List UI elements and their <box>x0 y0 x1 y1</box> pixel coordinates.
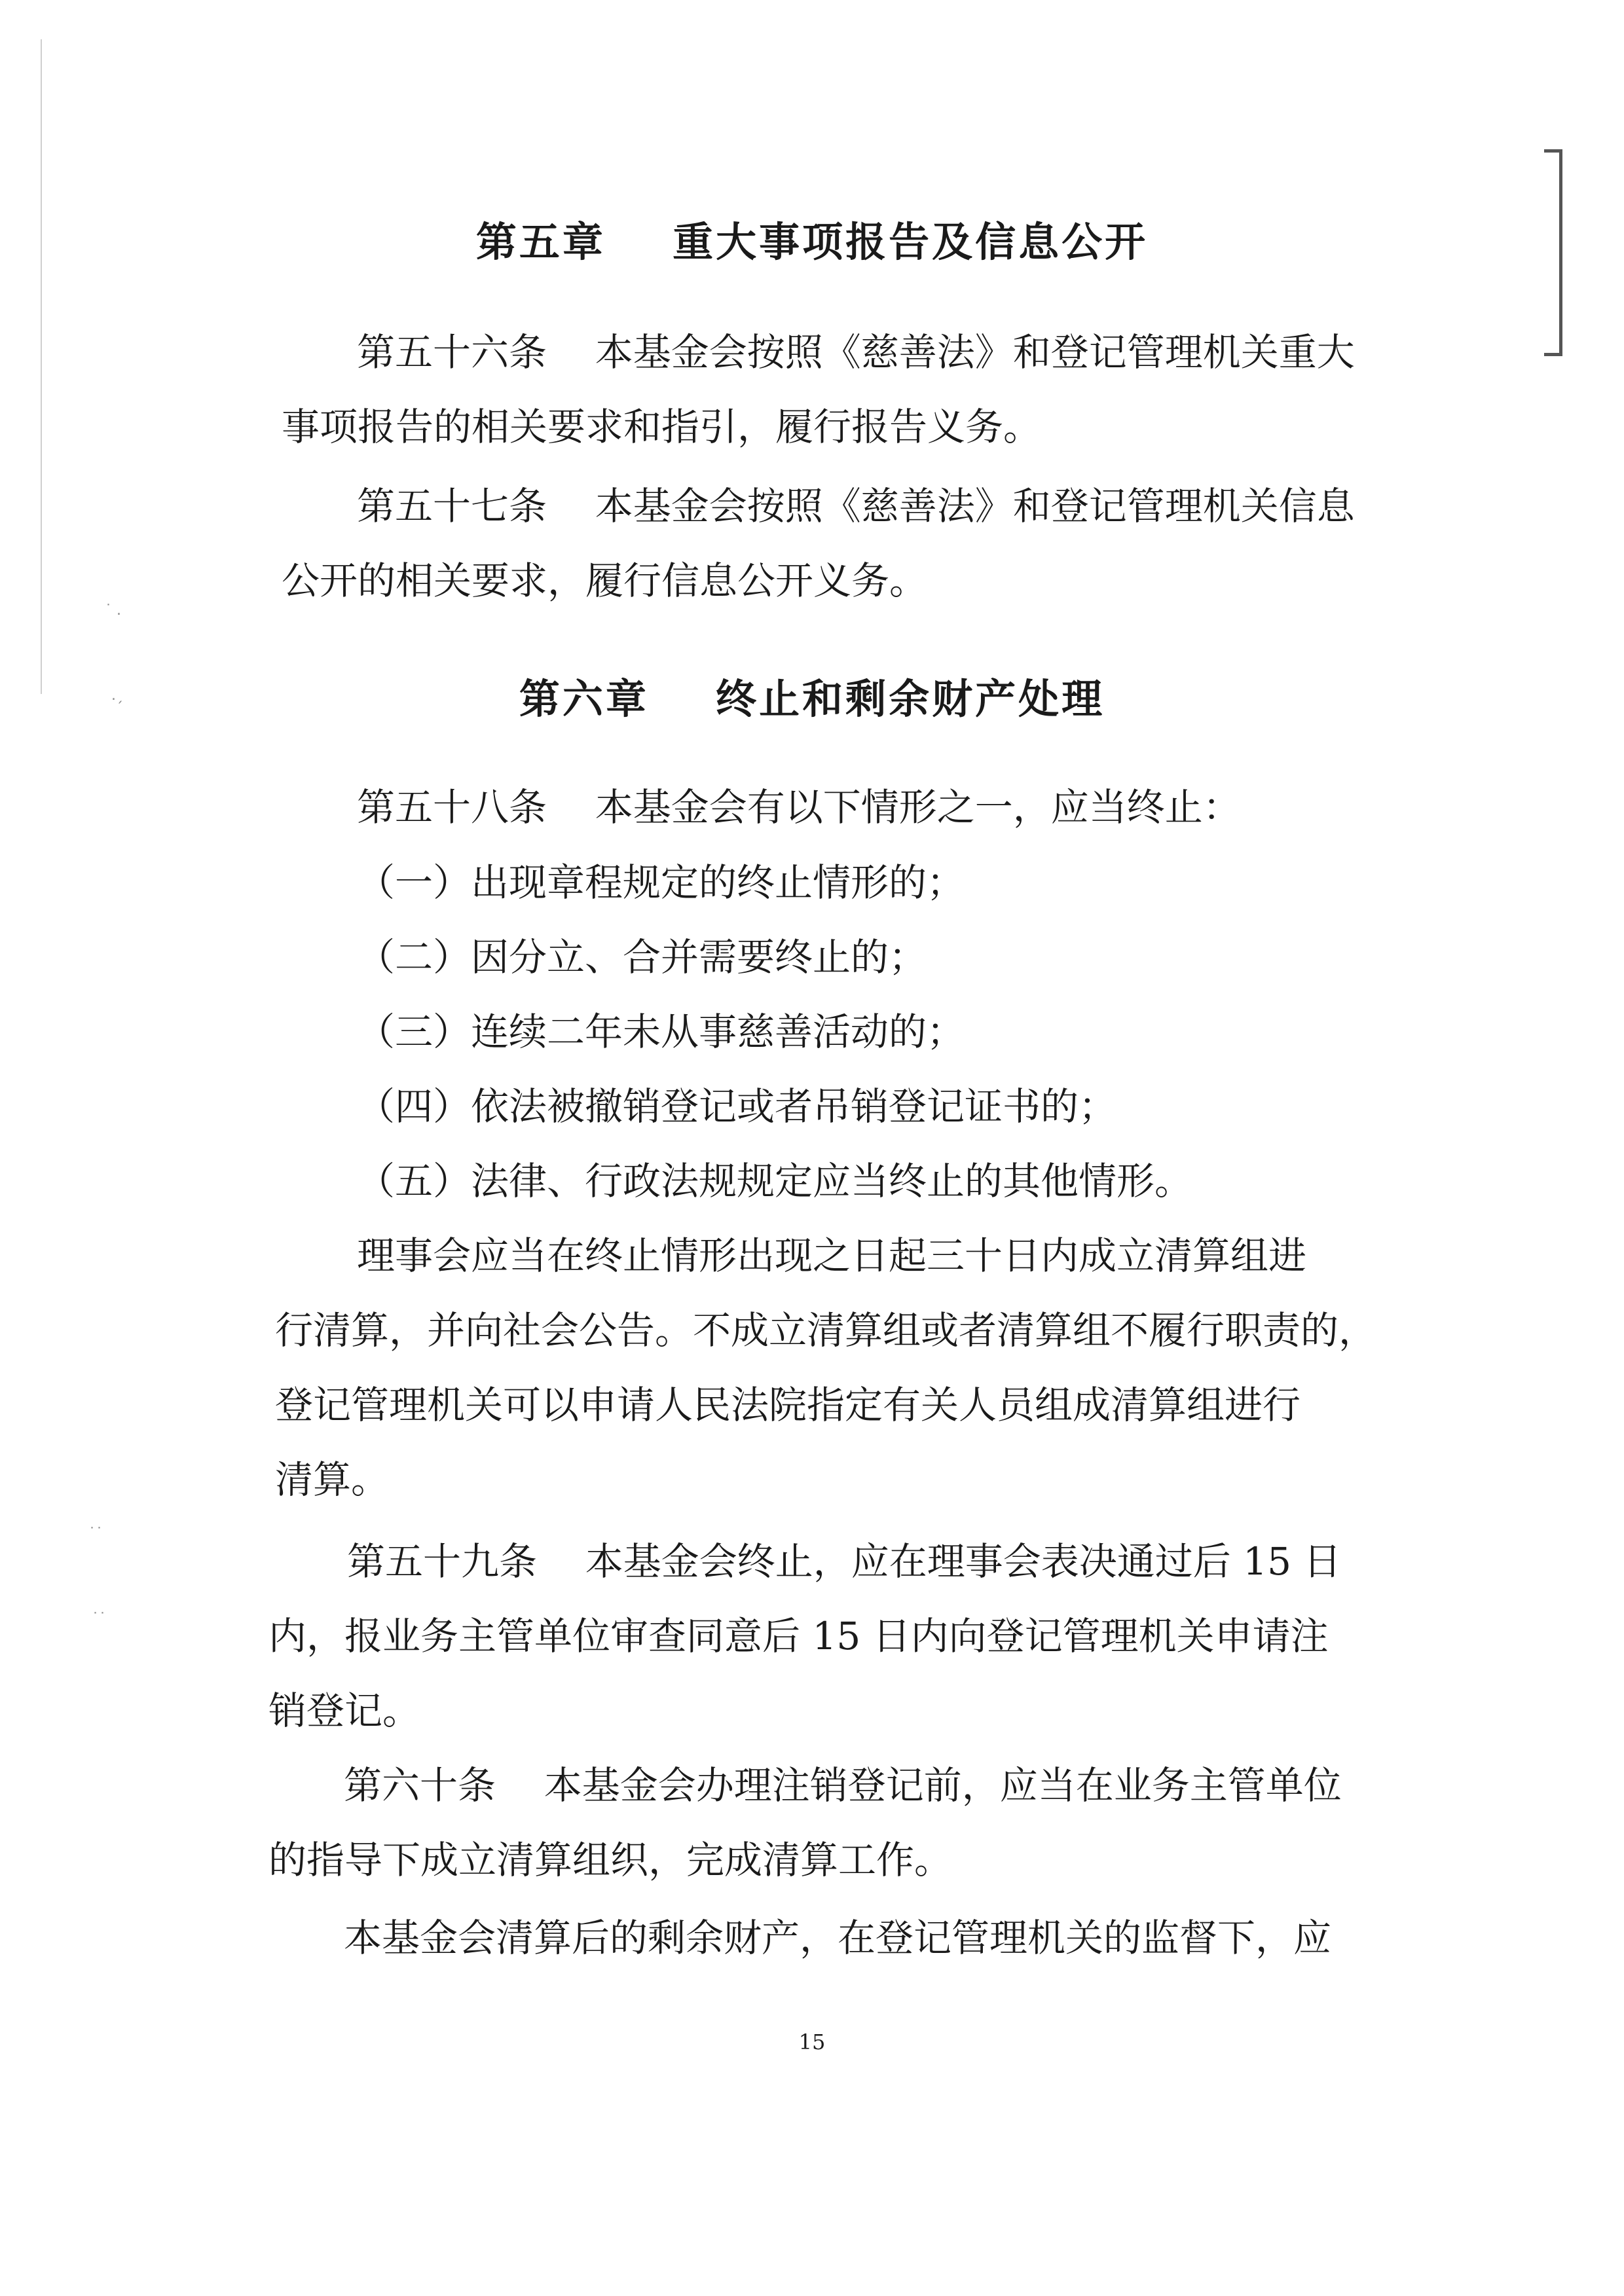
article-58-item: （三）连续二年未从事慈善活动的； <box>357 1010 965 1054</box>
scan-margin-line <box>41 39 42 694</box>
article-60-line-1: 第六十条 本基金会办理注销登记前，应当在业务主管单位 <box>344 1763 1342 1808</box>
article-58-item: （一）出现章程规定的终止情形的； <box>357 860 965 905</box>
article-58-item: （四）依法被撤销登记或者吊销登记证书的； <box>357 1084 1117 1129</box>
liquidation-line-1: 理事会应当在终止情形出现之日起三十日内成立清算组进 <box>357 1233 1307 1278</box>
chapter-six-heading: 第六章 终止和剩余财产处理 <box>519 675 1105 723</box>
scan-speck: .ˏ <box>111 687 123 704</box>
liquidation-line-4: 清算。 <box>275 1457 390 1502</box>
article-59-line-3: 销登记。 <box>268 1688 421 1733</box>
article-60-line-3: 本基金会清算后的剩余财产，在登记管理机关的监督下，应 <box>344 1916 1332 1960</box>
article-58-item: （二）因分立、合并需要终止的； <box>357 935 927 979</box>
article-59-line-2: 内，报业务主管单位审查同意后 15 日内向登记管理机关申请注 <box>268 1614 1329 1658</box>
liquidation-line-3: 登记管理机关可以申请人民法院指定有关人员组成清算组进行 <box>275 1383 1301 1427</box>
article-59-line-1: 第五十九条 本基金会终止，应在理事会表决通过后 15 日 <box>347 1539 1342 1584</box>
scan-speck: ˙ . <box>105 602 121 619</box>
page-number: 15 <box>798 2030 826 2054</box>
scan-speck: ˙˙ <box>92 1611 106 1627</box>
article-60-line-2: 的指导下成立清算组织，完成清算工作。 <box>268 1838 953 1882</box>
article-56-line-1: 第五十六条 本基金会按照《慈善法》和登记管理机关重大 <box>357 330 1355 374</box>
article-57-line-2: 公开的相关要求，履行信息公开义务。 <box>282 558 928 603</box>
article-58-line-1: 第五十八条 本基金会有以下情形之一，应当终止： <box>357 785 1241 829</box>
liquidation-line-2: 行清算，并向社会公告。不成立清算组或者清算组不履行职责的， <box>275 1308 1377 1353</box>
chapter-five-heading: 第五章 重大事项报告及信息公开 <box>475 218 1149 266</box>
article-57-line-1: 第五十七条 本基金会按照《慈善法》和登记管理机关信息 <box>357 484 1355 528</box>
article-56-line-2: 事项报告的相关要求和指引，履行报告义务。 <box>282 405 1042 449</box>
scan-speck: ˙˙ <box>88 1525 103 1542</box>
article-58-item: （五）法律、行政法规规定应当终止的其他情形。 <box>357 1159 1193 1203</box>
